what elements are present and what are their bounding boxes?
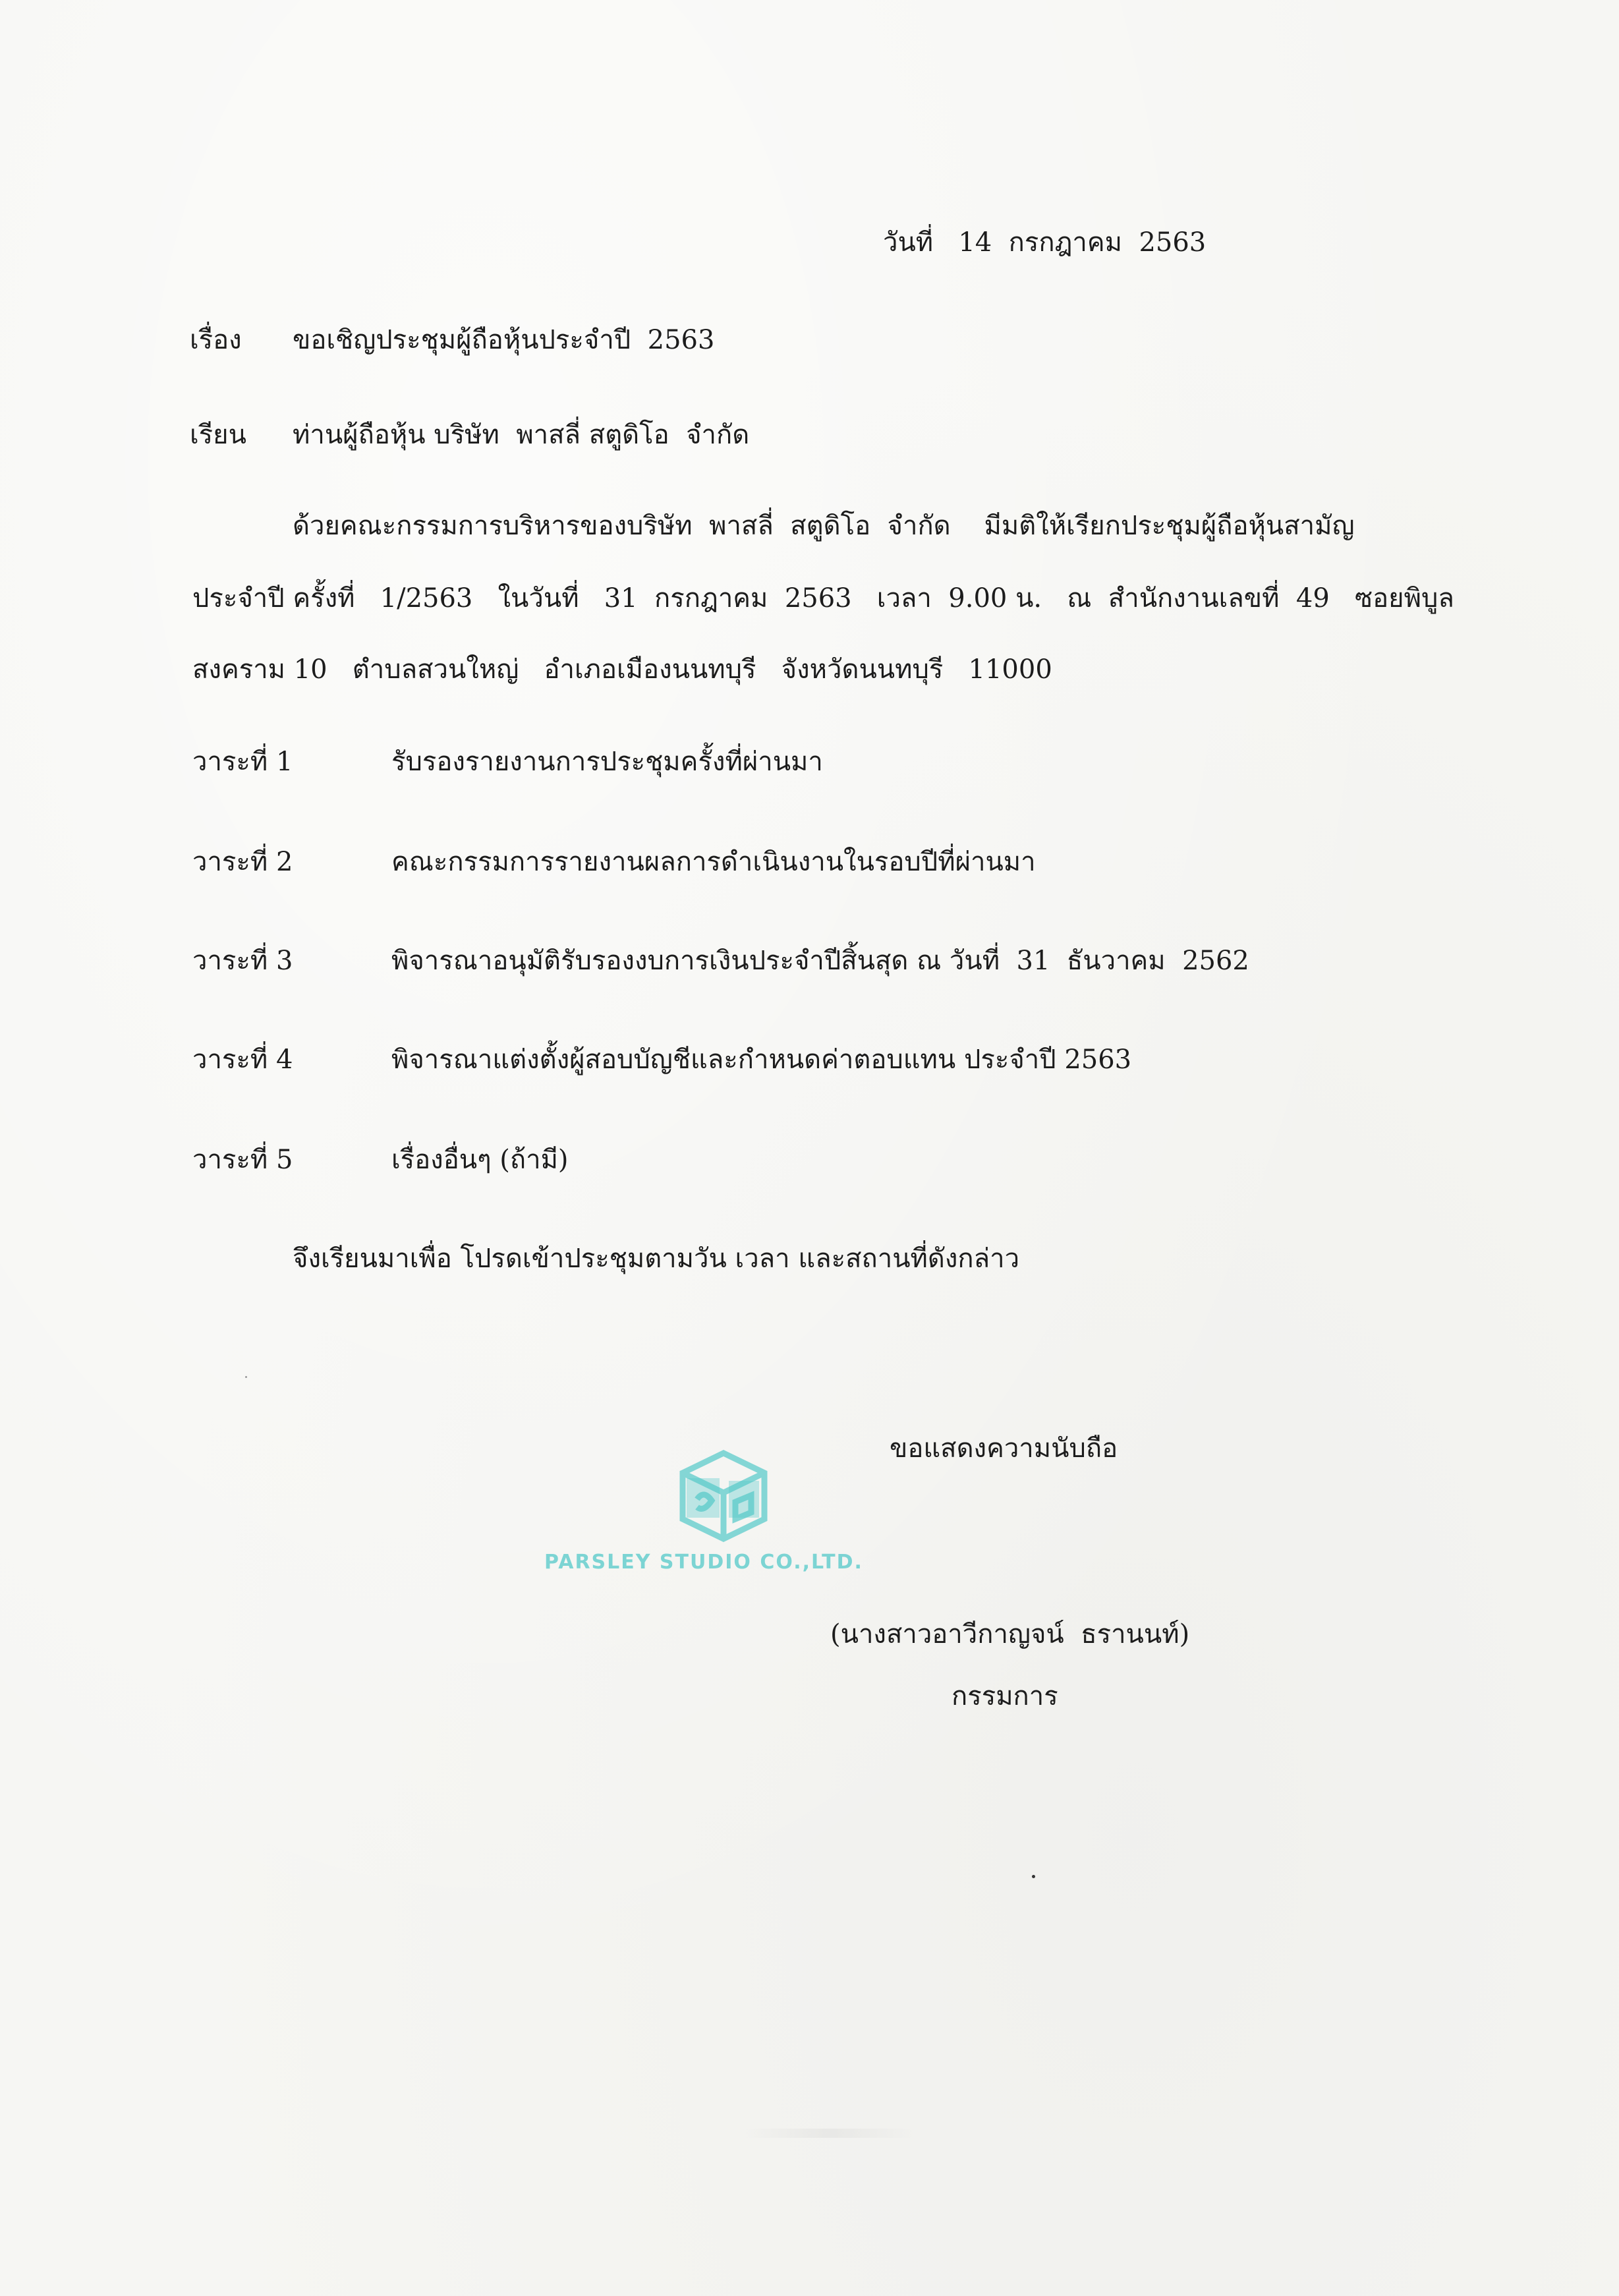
company-stamp (540, 1447, 909, 1592)
recipient-label: เรียน (190, 420, 246, 450)
agenda-item-2-text: คณะกรรมการรายงานผลการดำเนินงานในรอบปีที่ผ่านมา (391, 847, 1036, 877)
body-paragraph-line-1: ด้วยคณะกรรมการบริหารของบริษัท พาสลี่ สตูดิโอ จำกัด มีมติให้เรียกประชุมผู้ถือหุ้นสามัญ (293, 511, 1355, 541)
agenda-item-3-text: พิจารณาอนุมัติรับรองงบการเงินประจำปีสิ้นสุด ณ วันที่ 31 ธันวาคม 2562 (391, 946, 1249, 976)
signatory-position: กรรมการ (952, 1681, 1058, 1711)
paper-bleed-through-mark (745, 2129, 916, 2138)
agenda-item-5-text: เรื่องอื่นๆ (ถ้ามี) (391, 1145, 569, 1175)
recipient-text: ท่านผู้ถือหุ้น บริษัท พาสลี่ สตูดิโอ จำกัด (293, 420, 750, 450)
closing-sentence: จึงเรียนมาเพื่อ โปรดเข้าประชุมตามวัน เวลา และสถานที่ดังกล่าว (293, 1244, 1020, 1274)
agenda-item-2-label: วาระที่ 2 (192, 847, 293, 877)
stamp-company-text: PARSLEY STUDIO CO.,LTD. (544, 1551, 863, 1574)
subject-text: ขอเชิญประชุมผู้ถือหุ้นประจำปี 2563 (293, 325, 715, 355)
agenda-item-4-text: พิจารณาแต่งตั้งผู้สอบบัญชีและกำหนดค่าตอบแทน ประจำปี 2563 (391, 1045, 1132, 1075)
subject-label: เรื่อง (190, 325, 242, 355)
agenda-item-1-label: วาระที่ 1 (192, 747, 293, 777)
body-paragraph-line-2: ประจำปี ครั้งที่ 1/2563 ในวันที่ 31 กรกฎาคม 2563 เวลา 9.00 น. ณ สำนักงานเลขที่ 49 ซอยพิบูล (192, 583, 1454, 614)
parsley-studio-logo-stamp-icon (671, 1447, 776, 1545)
agenda-item-1-text: รับรองรายงานการประชุมครั้งที่ผ่านมา (391, 747, 823, 777)
signatory-name: (นางสาวอาวีกาญจน์ ธรานนท์) (830, 1619, 1190, 1650)
paper-speck (245, 1376, 247, 1378)
agenda-item-5-label: วาระที่ 5 (192, 1145, 293, 1175)
agenda-item-4-label: วาระที่ 4 (192, 1045, 293, 1075)
paper-speck (1032, 1875, 1035, 1878)
regards-text: ขอแสดงความนับถือ (890, 1433, 1118, 1464)
agenda-item-3-label: วาระที่ 3 (192, 946, 293, 976)
body-paragraph-line-3: สงคราม 10 ตำบลสวนใหญ่ อำเภอเมืองนนทบุรี จังหวัดนนทบุรี 11000 (192, 654, 1052, 685)
letter-date: วันที่ 14 กรกฎาคม 2563 (883, 227, 1207, 258)
